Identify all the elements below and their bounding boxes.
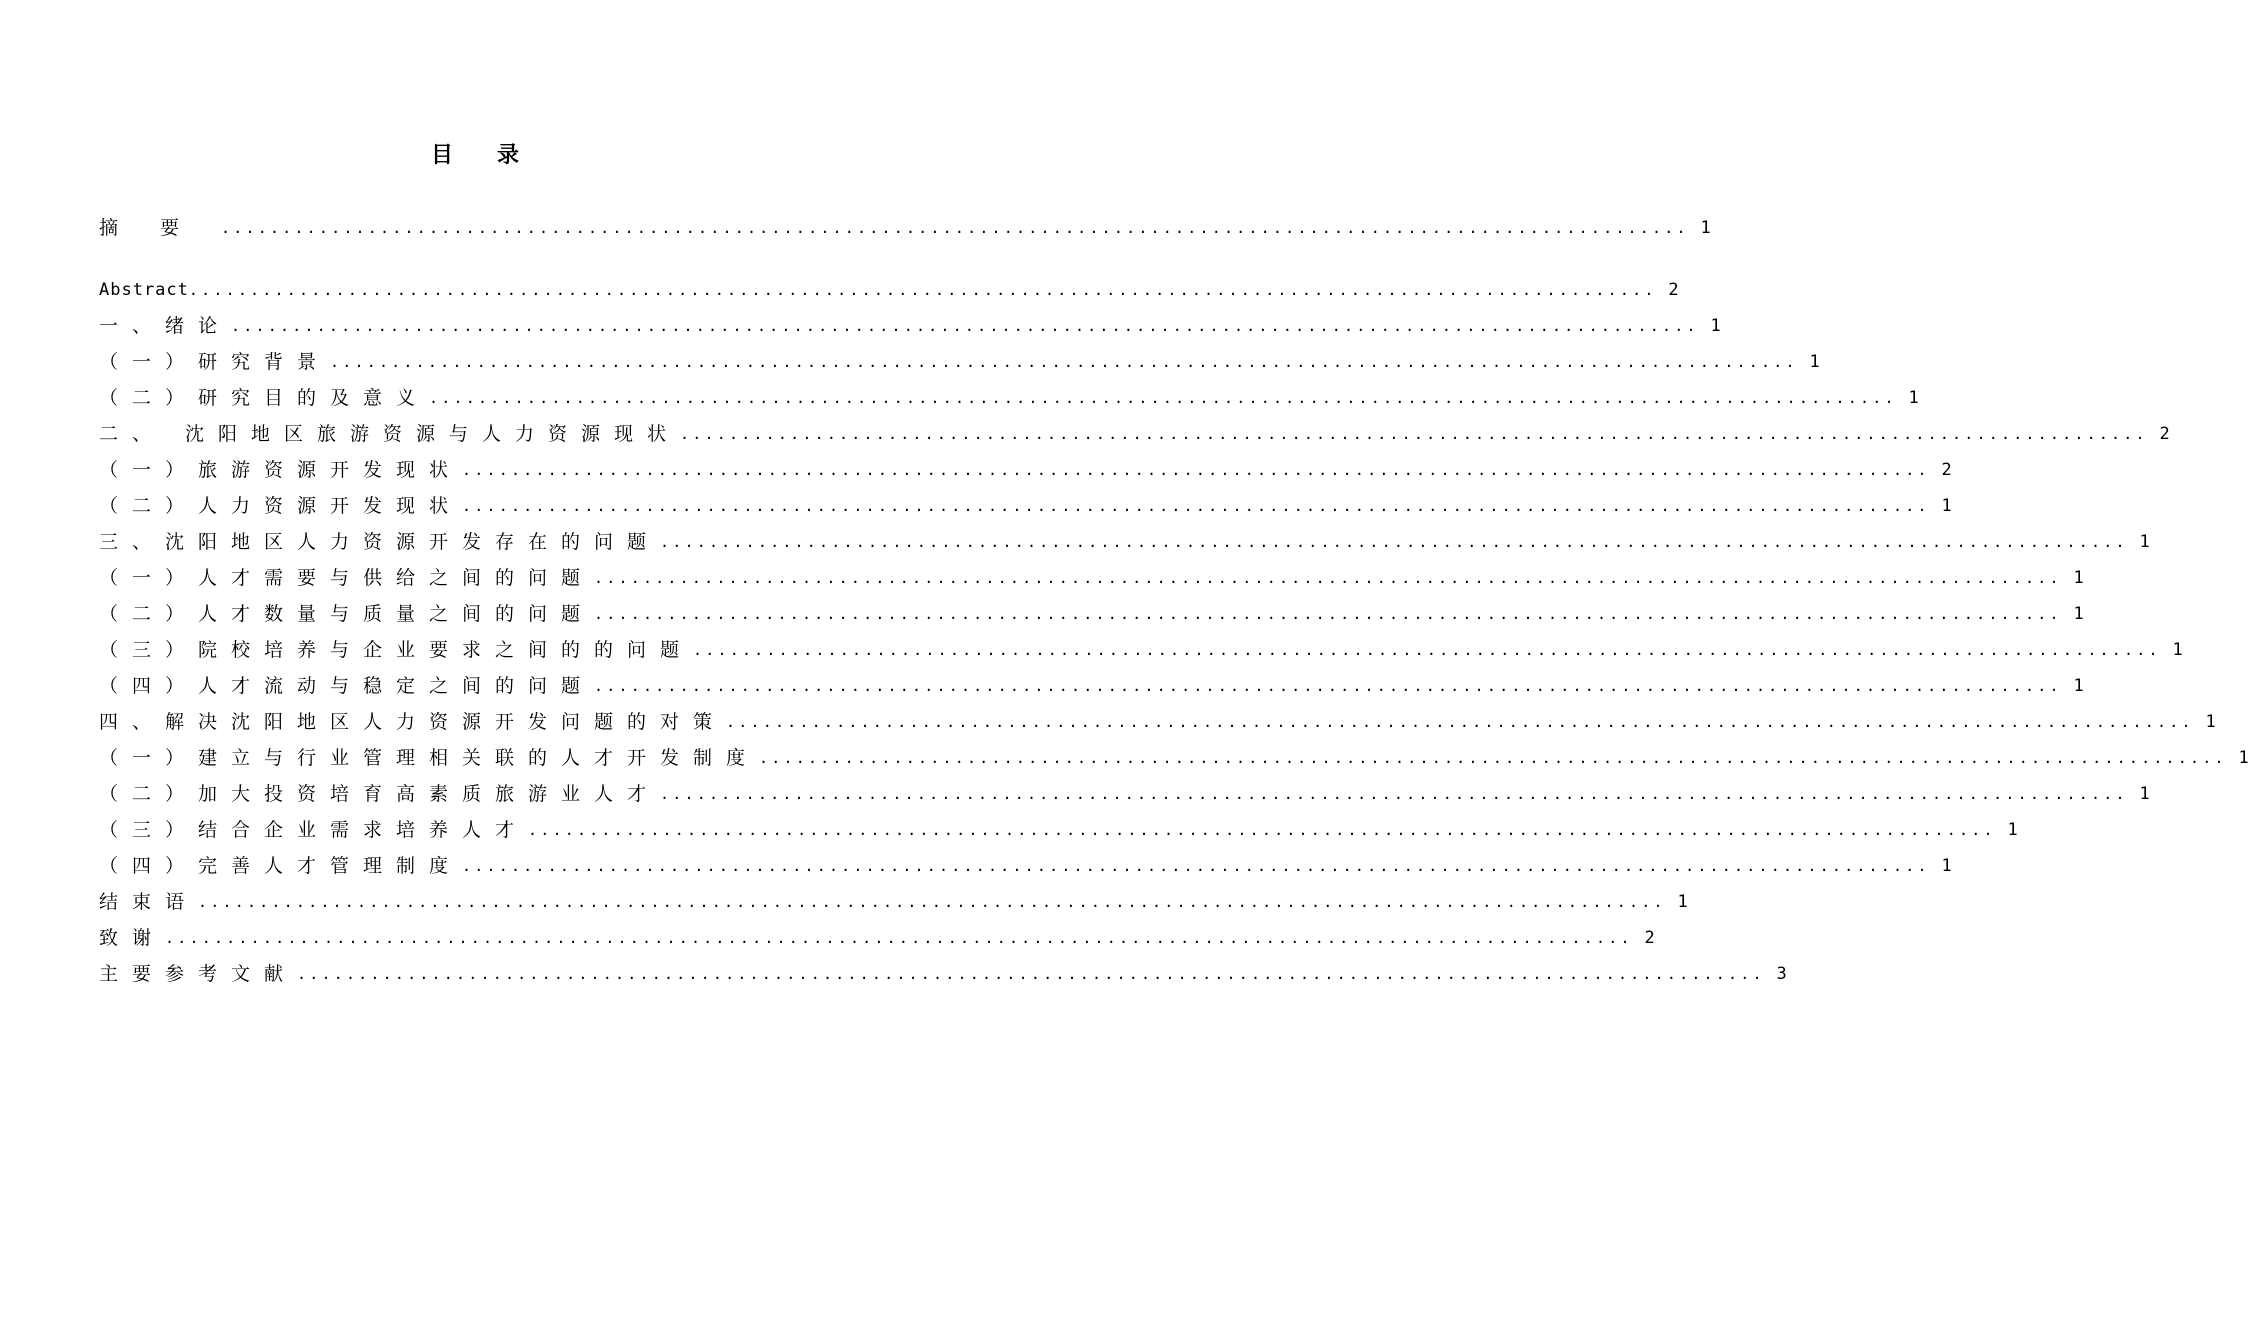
toc-entry[interactable] (99, 884, 1688, 920)
toc-entry-label: （一）人才需要与供给之间的问题 (99, 567, 595, 589)
toc-leader-dots: ........................................................................................................................ (726, 713, 2194, 731)
toc-entry-label: （一）研究背景 (99, 351, 331, 373)
toc-entry[interactable] (99, 740, 2249, 776)
toc-entry-page: 2 (1644, 928, 1655, 948)
toc-entry-page: 1 (1941, 856, 1952, 876)
toc-entry[interactable] (99, 488, 1952, 524)
toc-leader-dots: ........................................................................................................................ (594, 677, 2062, 695)
toc-entry-page: 1 (1941, 496, 1952, 516)
toc-entry-page: 1 (2172, 640, 2183, 660)
toc-leader-dots: ........................................................................................................................ (297, 965, 1765, 983)
toc-entry-page: 1 (2007, 820, 2018, 840)
toc-leader-dots: ........................................................................................................................ (330, 353, 1798, 371)
toc-entry-page: 1 (2073, 604, 2084, 624)
toc-entry-page: 1 (2073, 676, 2084, 696)
toc-entry-label: （四）人才流动与稳定之间的问题 (99, 675, 595, 697)
toc-leader-dots: ........................................................................................................................ (462, 857, 1930, 875)
toc-entry-label: （一）建立与行业管理相关联的人才开发制度 (99, 747, 760, 769)
toc-entry-page: 1 (1677, 892, 1688, 912)
toc-leader-dots: ........................................................................................................................ (462, 497, 1930, 515)
toc-leader-dots: ........................................................................................................................ (660, 533, 2128, 551)
toc-entry[interactable] (99, 704, 2216, 740)
toc-entry-label: 三、沈阳地区人力资源开发存在的问题 (99, 531, 661, 553)
toc-entry-page: 1 (2139, 784, 2150, 804)
toc-entry[interactable] (99, 308, 1721, 344)
toc-entry-page: 1 (1700, 218, 1711, 238)
toc-entry[interactable] (99, 380, 1919, 416)
toc-entry[interactable] (99, 812, 2018, 848)
toc-leader-dots: ........................................................................................................................ (221, 219, 1689, 237)
toc-entry-page: 2 (2159, 424, 2170, 444)
table-of-contents (99, 210, 2249, 992)
toc-entry-abstract-cn[interactable] (99, 210, 1711, 246)
toc-entry-page: 2 (1941, 460, 1952, 480)
toc-entry-abstract-en[interactable] (99, 272, 1679, 308)
toc-entry-label: （一）旅游资源开发现状 (99, 459, 463, 481)
toc-entry-page: 1 (1908, 388, 1919, 408)
toc-entry[interactable] (99, 524, 2150, 560)
toc-leader-dots: ........................................................................................................................ (231, 317, 1699, 335)
toc-entry-page: 1 (1809, 352, 1820, 372)
toc-entry[interactable] (99, 452, 1952, 488)
toc-entry[interactable] (99, 416, 2170, 452)
toc-entry-label: 二、 沈阳地区旅游资源与人力资源现状 (99, 423, 681, 445)
toc-leader-dots: ........................................................................................................................ (188, 281, 1657, 299)
toc-entry[interactable] (99, 848, 1952, 884)
toc-entry-page: 2 (1668, 280, 1679, 300)
toc-entry-label: （三）结合企业需求培养人才 (99, 819, 529, 841)
toc-entry-page: 1 (2073, 568, 2084, 588)
toc-entry[interactable] (99, 956, 1787, 992)
toc-entry-label: （四）完善人才管理制度 (99, 855, 463, 877)
toc-entry[interactable] (99, 344, 1820, 380)
toc-entry-page: 1 (2205, 712, 2216, 732)
toc-leader-dots: ........................................................................................................................ (660, 785, 2128, 803)
toc-leader-dots: ........................................................................................................................ (429, 389, 1897, 407)
toc-leader-dots: ........................................................................................................................ (594, 569, 2062, 587)
toc-entry-label: 四、解决沈阳地区人力资源开发问题的对策 (99, 711, 727, 733)
toc-leader-dots: ........................................................................................................................ (528, 821, 1996, 839)
toc-leader-dots: ........................................................................................................................ (594, 605, 2062, 623)
toc-entry[interactable] (99, 596, 2084, 632)
toc-leader-dots: ........................................................................................................................ (680, 425, 2148, 443)
toc-entry[interactable] (99, 668, 2084, 704)
toc-entry-label: Abstract (99, 280, 189, 300)
toc-entry[interactable] (99, 776, 2150, 812)
toc-entry-page: 1 (2238, 748, 2249, 768)
toc-leader-dots: ........................................................................................................................ (693, 641, 2161, 659)
toc-entry-label: （二）人力资源开发现状 (99, 495, 463, 517)
toc-entry[interactable] (99, 560, 2084, 596)
toc-entry-label: 摘要 (99, 217, 222, 239)
toc-entry-label: （三）院校培养与企业要求之间的的问题 (99, 639, 694, 661)
toc-entry-label: （二）人才数量与质量之间的问题 (99, 603, 595, 625)
toc-entry-page: 3 (1776, 964, 1787, 984)
toc-leader-dots: ........................................................................................................................ (759, 749, 2227, 767)
toc-entry-label: （二）研究目的及意义 (99, 387, 430, 409)
toc-entry[interactable] (99, 632, 2183, 668)
toc-entry[interactable] (99, 920, 1655, 956)
page-title: 目录 (430, 142, 563, 168)
toc-entry-label: 主要参考文献 (99, 963, 298, 985)
toc-entry-page: 1 (2139, 532, 2150, 552)
toc-leader-dots: ........................................................................................................................ (165, 929, 1633, 947)
toc-leader-dots: ........................................................................................................................ (198, 893, 1666, 911)
toc-entry-page: 1 (1710, 316, 1721, 336)
toc-leader-dots: ........................................................................................................................ (462, 461, 1930, 479)
toc-entry-label: 致谢 (99, 927, 166, 949)
toc-entry-label: （二）加大投资培育高素质旅游业人才 (99, 783, 661, 805)
toc-entry-label: 结束语 (99, 891, 199, 913)
toc-entry-label: 一、绪论 (99, 315, 232, 337)
